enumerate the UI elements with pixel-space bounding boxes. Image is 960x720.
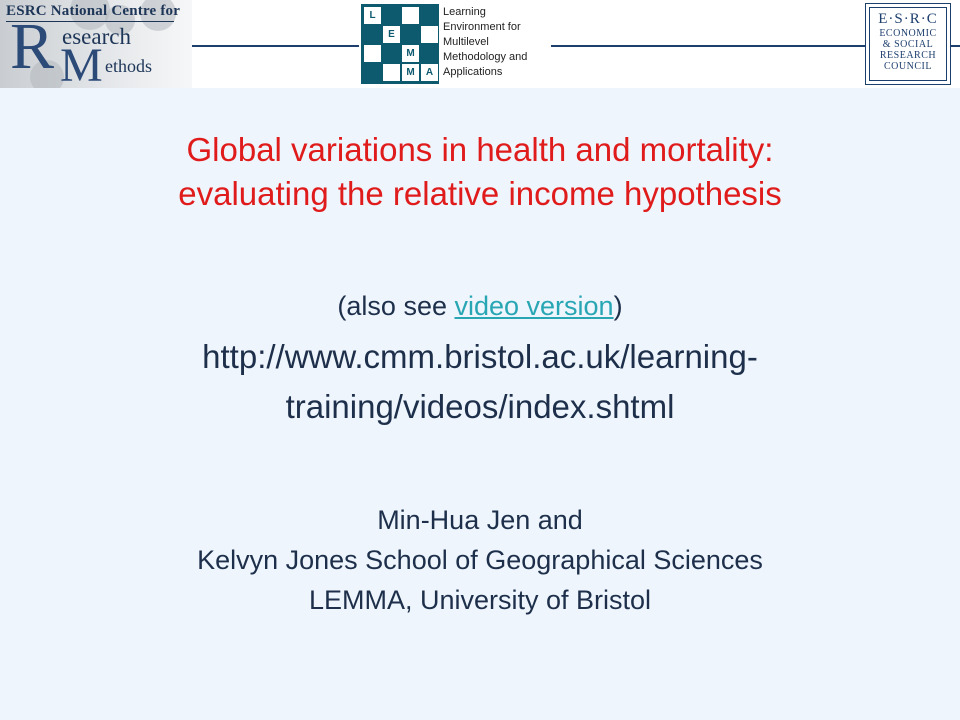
esrc-line: RESEARCH xyxy=(879,50,937,61)
esrc-initials: E·S·R·C xyxy=(878,11,938,27)
slide-title xyxy=(40,128,920,216)
lemma-line: Methodology and xyxy=(443,51,528,63)
also-see-line xyxy=(40,286,920,326)
lemma-line: Multilevel xyxy=(443,36,489,48)
lemma-line: Environment for xyxy=(443,21,521,33)
author-line-2: Kelvyn Jones School of Geographical Sciences xyxy=(197,545,763,575)
ncrm-word-methods: ethods xyxy=(105,56,152,76)
lemma-logo xyxy=(359,2,551,84)
url-line-2: training/videos/index.shtml xyxy=(285,388,675,425)
ncrm-top-text: ESRC National Centre for xyxy=(6,3,181,19)
esrc-line: ECONOMIC xyxy=(879,28,937,39)
video-version-link[interactable]: video version xyxy=(454,291,614,321)
lemma-cell-l: L xyxy=(364,7,381,24)
video-url xyxy=(40,332,920,432)
esrc-line: COUNCIL xyxy=(884,61,932,72)
lemma-text xyxy=(443,5,527,80)
ncrm-logo xyxy=(0,0,192,88)
header-bar xyxy=(0,0,960,88)
author-line-3: LEMMA, University of Bristol xyxy=(308,585,652,615)
url-line-1: http://www.cmm.bristol.ac.uk/learning- xyxy=(202,338,758,375)
ncrm-letter-m: M xyxy=(60,39,103,88)
title-line-1: Global variations in health and mortality: xyxy=(186,131,774,168)
also-prefix: (also see xyxy=(337,291,455,321)
lemma-cell-a: A xyxy=(421,64,438,81)
lemma-cell-e: E xyxy=(383,26,400,43)
esrc-logo xyxy=(865,3,951,85)
lemma-cell-m2: M xyxy=(402,64,419,81)
lemma-grid-icon xyxy=(361,4,439,84)
lemma-cell-m1: M xyxy=(402,45,419,62)
ncrm-letter-r: R xyxy=(10,10,55,83)
title-line-2: evaluating the relative income hypothesis xyxy=(178,175,782,212)
also-suffix: ) xyxy=(613,291,623,321)
author-line-1: Min-Hua Jen and xyxy=(377,505,583,535)
ncrm-word-research: esearch xyxy=(62,24,131,49)
lemma-line: Learning xyxy=(443,6,486,18)
lemma-line: Applications xyxy=(443,66,503,78)
esrc-line: & SOCIAL xyxy=(882,39,934,50)
authors-block xyxy=(40,500,920,620)
